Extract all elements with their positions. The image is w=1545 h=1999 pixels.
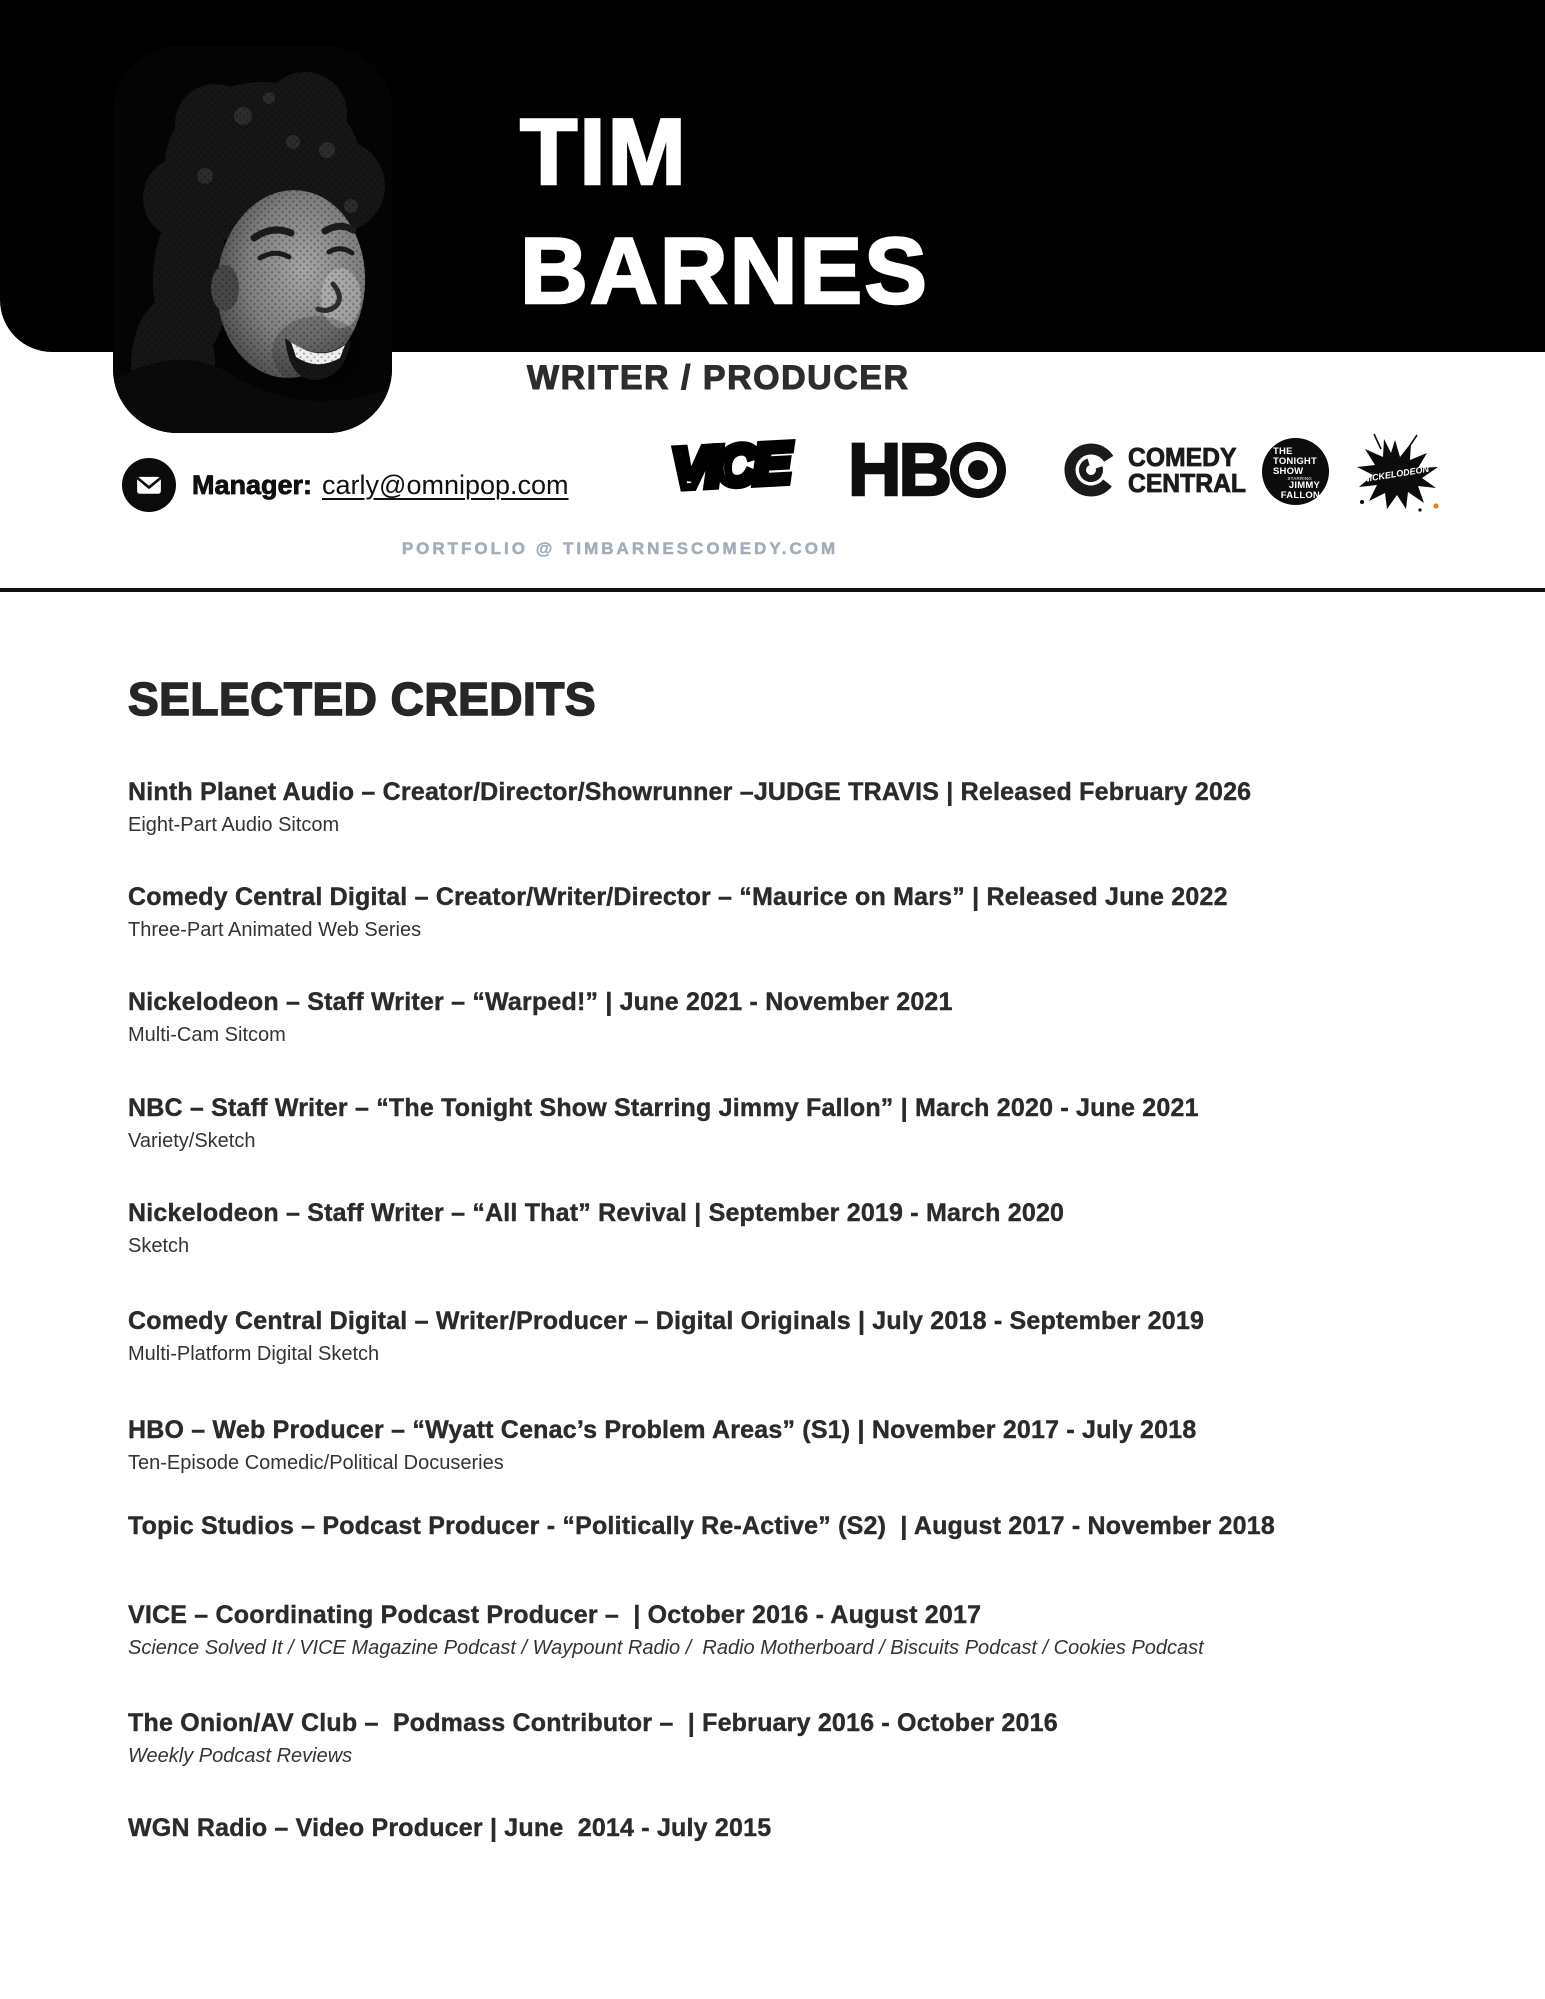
hbo-o-icon bbox=[950, 442, 1006, 498]
role-subtitle: WRITER / PRODUCER bbox=[527, 359, 910, 397]
credit-entry bbox=[128, 1813, 1458, 1849]
credit-subtitle: Eight-Part Audio Sitcom bbox=[128, 814, 340, 836]
credit-title: Nickelodeon – Staff Writer – “Warped!” | June 2021 - November 2021 bbox=[128, 988, 953, 1016]
credit-title: Nickelodeon – Staff Writer – “All That” Revival | September 2019 - March 2020 bbox=[128, 1199, 1065, 1227]
tonight-show-line: JIMMY bbox=[1288, 480, 1320, 492]
credit-entry bbox=[128, 1415, 1458, 1475]
credit-entry bbox=[128, 1198, 1458, 1258]
nickelodeon-logo-text: NICKELODEON bbox=[1362, 463, 1430, 485]
credit-title: Comedy Central Digital – Creator/Writer/Director – “Maurice on Mars” | Released June 2022 bbox=[128, 883, 1228, 911]
credit-subtitle: Weekly Podcast Reviews bbox=[128, 1745, 353, 1767]
credit-entry bbox=[128, 987, 1458, 1047]
email-icon bbox=[122, 458, 176, 512]
comedy-central-word-1: COMEDY bbox=[1128, 442, 1237, 472]
tonight-show-line: THE bbox=[1273, 446, 1293, 457]
manager-contact-row bbox=[122, 458, 569, 512]
credit-title: Comedy Central Digital – Writer/Producer – Digital Originals | July 2018 - September 2019 bbox=[128, 1307, 1205, 1335]
credit-subtitle: Multi-Cam Sitcom bbox=[128, 1024, 286, 1046]
vice-logo bbox=[670, 431, 789, 500]
credit-entry bbox=[128, 882, 1458, 942]
credit-subtitle: Science Solved It / VICE Magazine Podcast / Waypount Radio / Radio Motherboard / Biscuits Podcast / Cookies Podcast bbox=[128, 1637, 1204, 1659]
portfolio-url: PORTFOLIO @ TIMBARNESCOMEDY.COM bbox=[401, 539, 839, 558]
credit-entry bbox=[128, 777, 1458, 837]
credit-title: NBC – Staff Writer – “The Tonight Show Starring Jimmy Fallon” | March 2020 - June 2021 bbox=[128, 1094, 1199, 1122]
credit-title: Topic Studios – Podcast Producer - “Politically Re-Active” (S2) | August 2017 - November 2018 bbox=[128, 1512, 1275, 1540]
comedy-central-logo bbox=[1063, 441, 1252, 499]
credit-entry bbox=[128, 1306, 1458, 1366]
credit-subtitle: Three-Part Animated Web Series bbox=[128, 919, 422, 941]
credit-subtitle: Ten-Episode Comedic/Political Docuseries bbox=[128, 1452, 504, 1474]
tonight-show-line: FALLON bbox=[1280, 490, 1320, 502]
credit-subtitle: Sketch bbox=[128, 1235, 190, 1257]
portrait-illustration bbox=[113, 46, 392, 433]
hbo-logo-text: HB bbox=[848, 428, 949, 511]
tonight-show-line: TONIGHT bbox=[1273, 455, 1317, 467]
comedy-central-c-icon bbox=[1063, 441, 1119, 499]
manager-email-link[interactable]: carly@omnipop.com bbox=[322, 469, 569, 500]
credit-title: HBO – Web Producer – “Wyatt Cenac’s Problem Areas” (S1) | November 2017 - July 2018 bbox=[128, 1416, 1197, 1444]
nickelodeon-logo bbox=[1350, 430, 1442, 521]
tonight-show-logo bbox=[1262, 438, 1329, 505]
credit-subtitle: Variety/Sketch bbox=[128, 1130, 256, 1152]
credit-title: WGN Radio – Video Producer | June 2014 - July 2015 bbox=[128, 1814, 772, 1842]
nickelodeon-splat-icon bbox=[1350, 430, 1442, 516]
credit-title: VICE – Coordinating Podcast Producer – | October 2016 - August 2017 bbox=[128, 1601, 982, 1629]
name-line-2: BARNES bbox=[520, 218, 929, 323]
header-divider bbox=[0, 588, 1545, 592]
credits-heading: SELECTED CREDITS bbox=[128, 673, 597, 725]
manager-label: Manager: bbox=[192, 469, 313, 500]
vice-logo-text: VICE bbox=[670, 431, 789, 500]
profile-photo bbox=[113, 46, 392, 433]
credit-entry bbox=[128, 1511, 1458, 1547]
hbo-logo bbox=[848, 428, 1006, 511]
credit-entry bbox=[128, 1708, 1458, 1768]
credit-title: Ninth Planet Audio – Creator/Director/Showrunner –JUDGE TRAVIS | Released February 2026 bbox=[128, 778, 1252, 806]
credit-title: The Onion/AV Club – Podmass Contributor – | February 2016 - October 2016 bbox=[128, 1709, 1058, 1737]
page-title-name bbox=[520, 92, 929, 330]
tonight-show-line: SHOW bbox=[1273, 465, 1304, 477]
name-line-1: TIM bbox=[520, 99, 688, 204]
tonight-show-line: STARRING bbox=[1287, 476, 1312, 482]
comedy-central-word-2: CENTRAL bbox=[1128, 468, 1247, 498]
credit-entry bbox=[128, 1093, 1458, 1153]
credit-entry bbox=[128, 1600, 1458, 1660]
credit-subtitle: Multi-Platform Digital Sketch bbox=[128, 1343, 380, 1365]
